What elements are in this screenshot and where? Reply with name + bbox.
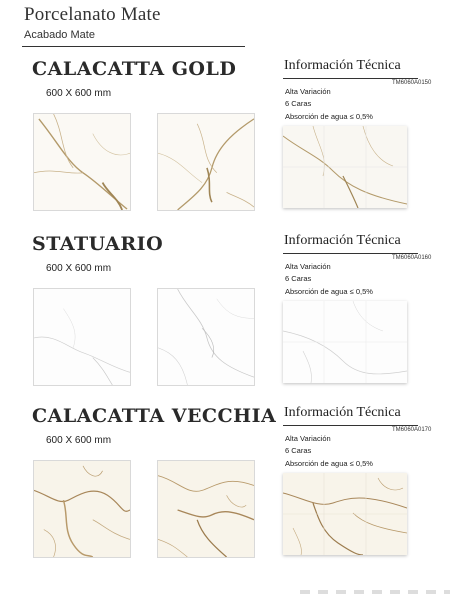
info-divider	[283, 425, 418, 426]
page-title: Porcelanato Mate	[24, 4, 161, 25]
product-section-calacatta-gold	[0, 58, 464, 228]
info-divider	[283, 253, 418, 254]
product-section-calacatta-vecchia	[0, 405, 464, 575]
info-title: Información Técnica	[284, 405, 401, 420]
page-subtitle: Acabado Mate	[24, 29, 95, 41]
vecchia-marble-tile-icon	[158, 461, 254, 557]
mosaic-preview	[283, 126, 407, 208]
white-marble-tile-icon	[34, 289, 130, 385]
product-code: TM6060A0160	[392, 255, 432, 261]
spec-absorption: Absorción de agua ≤ 0,5%	[285, 459, 373, 468]
mosaic-preview	[283, 301, 407, 383]
spec-variation: Alta Variación	[285, 87, 331, 96]
vecchia-marble-tile-icon	[34, 461, 130, 557]
product-name: CALACATTA VECCHIA	[32, 405, 277, 427]
tile-image	[157, 113, 255, 211]
gold-marble-tile-icon	[158, 114, 254, 210]
tile-image	[157, 460, 255, 558]
footer-decoration	[300, 590, 450, 594]
gold-marble-mosaic-icon	[283, 126, 407, 208]
spec-absorption: Absorción de agua ≤ 0,5%	[285, 287, 373, 296]
spec-variation: Alta Variación	[285, 262, 331, 271]
white-marble-mosaic-icon	[283, 301, 407, 383]
product-code: TM6060A0170	[392, 427, 432, 433]
product-section-statuario	[0, 233, 464, 403]
tile-image	[33, 288, 131, 386]
info-title: Información Técnica	[284, 58, 401, 73]
vecchia-marble-mosaic-icon	[283, 473, 407, 555]
white-marble-tile-icon	[158, 289, 254, 385]
spec-faces: 6 Caras	[285, 99, 312, 108]
product-name: CALACATTA GOLD	[32, 58, 237, 80]
gold-marble-tile-icon	[34, 114, 130, 210]
tile-image	[33, 113, 131, 211]
product-size: 600 X 600 mm	[46, 88, 112, 99]
info-divider	[283, 78, 418, 79]
mosaic-preview	[283, 473, 407, 555]
info-title: Información Técnica	[284, 233, 401, 248]
product-size: 600 X 600 mm	[46, 435, 112, 446]
tile-image	[33, 460, 131, 558]
product-name: STATUARIO	[32, 233, 164, 255]
spec-faces: 6 Caras	[285, 274, 312, 283]
product-size: 600 X 600 mm	[46, 263, 112, 274]
tile-image	[157, 288, 255, 386]
header-divider	[22, 46, 245, 47]
spec-absorption: Absorción de agua ≤ 0,5%	[285, 112, 373, 121]
spec-faces: 6 Caras	[285, 446, 312, 455]
product-code: TM6060A0150	[392, 80, 432, 86]
spec-variation: Alta Variación	[285, 434, 331, 443]
